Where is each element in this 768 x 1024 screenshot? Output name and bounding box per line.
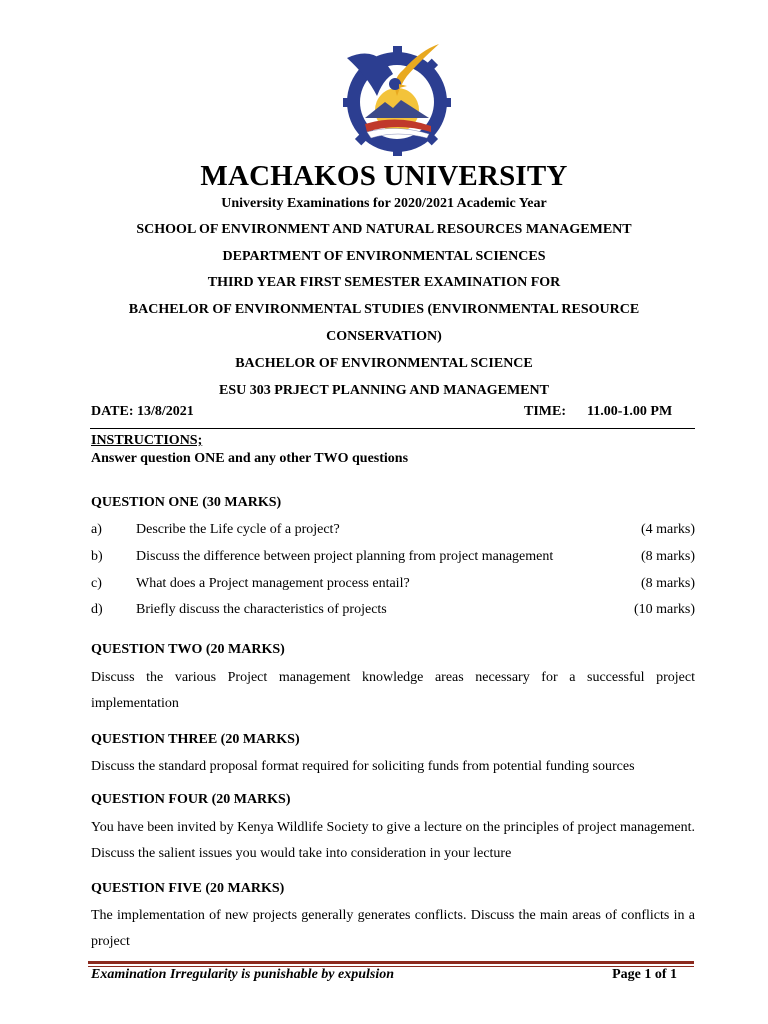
- question-three-text: Discuss the standard proposal format required for soliciting funds from potential funding sources: [91, 759, 635, 774]
- q1-item-marks: (8 marks): [640, 549, 695, 564]
- time-value: 11.00-1.00 PM: [587, 404, 673, 419]
- q1-item-letter: c): [91, 576, 102, 591]
- question-four-heading: QUESTION FOUR (20 MARKS): [91, 792, 291, 807]
- q1-item-marks: (10 marks): [633, 602, 695, 617]
- degree-line-2: CONSERVATION): [326, 329, 442, 344]
- q1-item-text: Describe the Life cycle of a project?: [136, 522, 340, 537]
- school-name: SCHOOL OF ENVIRONMENT AND NATURAL RESOURCES MANAGEMENT: [136, 222, 632, 237]
- instructions-text: Answer question ONE and any other TWO questions: [91, 451, 409, 466]
- university-name: MACHAKOS UNIVERSITY: [200, 160, 568, 192]
- exam-year-line: University Examinations for 2020/2021 Academic Year: [221, 196, 547, 211]
- footer-rule-thick: [88, 961, 694, 964]
- question-five-text: The implementation of new projects generally generates conflicts. Discuss the main areas of conflicts in a project: [91, 908, 695, 949]
- time-label: TIME:: [524, 404, 566, 419]
- course-title: ESU 303 PRJECT PLANNING AND MANAGEMENT: [219, 383, 549, 398]
- q1-item-marks: (8 marks): [640, 576, 695, 591]
- q1-item-letter: d): [91, 602, 103, 617]
- q1-item-text: Discuss the difference between project planning from project management: [136, 549, 554, 564]
- instructions-heading: INSTRUCTIONS;: [91, 433, 203, 448]
- question-two-heading: QUESTION TWO (20 MARKS): [91, 642, 285, 657]
- q1-item-text: Briefly discuss the characteristics of projects: [136, 602, 387, 617]
- q1-item-letter: a): [91, 522, 102, 537]
- department-name: DEPARTMENT OF ENVIRONMENTAL SCIENCES: [222, 249, 546, 264]
- header-divider: [90, 428, 695, 429]
- question-three-heading: QUESTION THREE (20 MARKS): [91, 732, 300, 747]
- question-two-text: Discuss the various Project management knowledge areas necessary for a successful project implementation: [91, 670, 695, 711]
- university-crest-icon: [337, 40, 453, 156]
- q1-item-letter: b): [91, 549, 103, 564]
- question-four-text: You have been invited by Kenya Wildlife Society to give a lecture on the principles of project management. Discuss the salient issues you would take into consideration in your lecture: [91, 820, 695, 861]
- university-logo: [337, 40, 453, 156]
- degree-line-3: BACHELOR OF ENVIRONMENTAL SCIENCE: [235, 356, 533, 371]
- exam-level: THIRD YEAR FIRST SEMESTER EXAMINATION FOR: [207, 275, 561, 290]
- q1-item-text: What does a Project management process entail?: [136, 576, 410, 591]
- page-number: Page 1 of 1: [612, 967, 677, 982]
- footer-warning: Examination Irregularity is punishable by expulsion: [91, 967, 395, 982]
- exam-date: DATE: 13/8/2021: [91, 404, 194, 419]
- question-five-heading: QUESTION FIVE (20 MARKS): [91, 881, 285, 896]
- q1-item-marks: (4 marks): [640, 522, 695, 537]
- degree-line-1: BACHELOR OF ENVIRONMENTAL STUDIES (ENVIRONMENTAL RESOURCE: [128, 302, 640, 317]
- question-one-heading: QUESTION ONE (30 MARKS): [91, 495, 282, 510]
